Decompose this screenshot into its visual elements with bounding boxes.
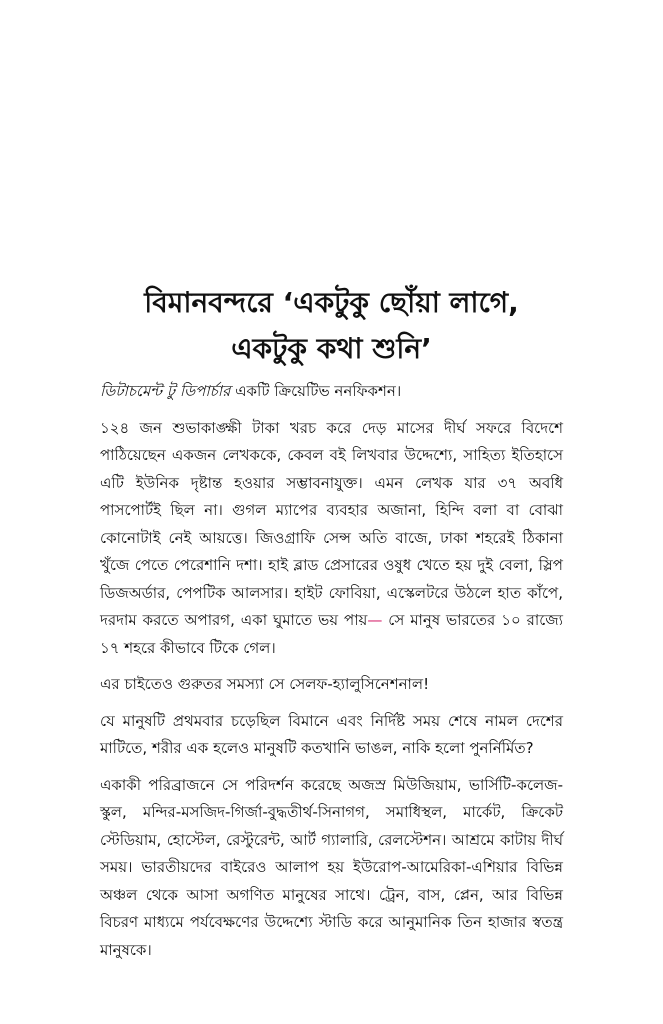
- paragraph-1-main: ১২৪ জন শুভাকাঙ্ক্ষী টাকা খরচ করে দেড় মাসের দীর্ঘ সফরে বিদেশে পাঠিয়েছেন একজন লেখককে, কেবল বই লিখবার উদ্দেশ্যে, সাহিত্য ইতিহাসে এটি ইউনিক দৃষ্টান্ত হওয়ার সম্ভাবনাযুক্ত। এমন লেখক যার ৩৭ অবধি পাসপোর্টই ছিল না। গুগল ম্যাপের ব্যবহার অজানা, হিন্দি বলা বা বোঝা কোনোটাই নেই আয়ত্তে। জিওগ্রাফি সেন্স অতি বাজে, ঢাকা শহরেই ঠিকানা খুঁজে পেতে পেরেশানি দশা। হাই ব্লাড প্রেসারের ওষুধ খেতে হয় দুই বেলা, স্লিপ ডিজঅর্ডার, পেপটিক আলসার। হাইট ফোবিয়া, এস্কেলটরে উঠলে হাত কাঁপে, দরদাম করতে অপারগ, একা ঘুমাতে ভয় পায়: [100, 418, 563, 629]
- paragraph-1: [100, 415, 563, 663]
- intro-rest: একটি ক্রিয়েটিভ ননফিকশন।: [230, 382, 402, 400]
- paragraph-1-end: সে মানুষ ভারতের ১০ রাজ্যে ১৭ শহরে কীভাবে টিকে গেল।: [100, 611, 564, 657]
- paragraph-2: এর চাইতেও গুরুতর সমস্যা সে সেলফ-হ্যালুসিনেশনাল!: [100, 675, 430, 693]
- page-title: [100, 280, 563, 372]
- intro-paragraph: [100, 378, 563, 406]
- paragraph-4: একাকী পরিব্রাজনে সে পরিদর্শন করেছে অজস্র মিউজিয়াম, ভার্সিটি-কলেজ-স্কুল, মন্দির-মসজিদ-গির্জা-বুদ্ধতীর্থ-সিনাগগ, সমাধিস্থল, মার্কেট, ক্রিকেট স্টেডিয়াম, হোস্টেল, রেস্টুরেন্ট, আর্ট গ্যালারি, রেলস্টেশন। আশ্রমে কাটায় দীর্ঘ সময়। ভারতীয়দের বাইরেও আলাপ হয় ইউরোপ-আমেরিকা-এশিয়ার বিভিন্ন অঞ্চল থেকে আসা অগণিত মানুষের সাথে। ট্রেন, বাস, প্লেন, আর বিভিন্ন বিচরণ মাধ্যমে পর্যবেক্ষণের উদ্দেশ্যে স্টাডি করে আনুমানিক তিন হাজার স্বতন্ত্র মানুষকে।: [100, 775, 563, 959]
- book-title: ডিটাচমেন্ট টু ডিপার্চার: [100, 382, 231, 400]
- paragraph-3: যে মানুষটি প্রথমবার চড়েছিল বিমানে এবং নির্দিষ্ট সময় শেষে নামল দেশের মাটিতে, শরীর এক হলেও মানুষটি কতখানি ভাঙল, নাকি হলো পুনর্নির্মিত?: [100, 711, 563, 757]
- em-dash: —: [367, 611, 383, 629]
- body-text: [100, 378, 563, 973]
- title-line-2: একটুকু কথা শুনি’: [231, 332, 432, 365]
- title-line-1: বিমানবন্দরে ‘একটুকু ছোঁয়া লাগে,: [144, 286, 519, 319]
